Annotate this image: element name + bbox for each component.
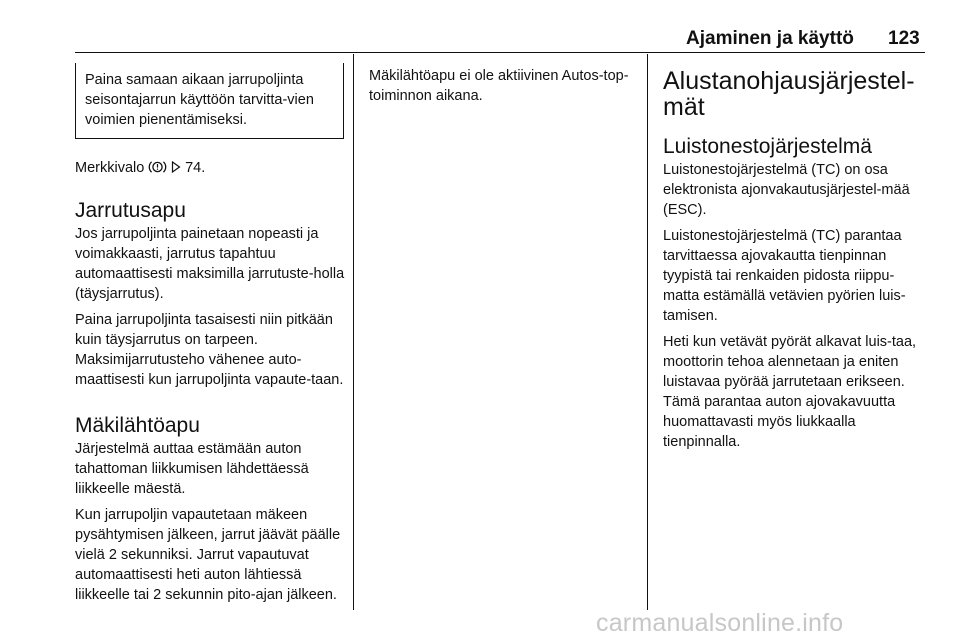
indicator-page-ref: 74. bbox=[185, 160, 206, 176]
paragraph: Järjestelmä auttaa estämään auton tahattoman liikkumisen lähdettäessä liikkeelle mäestä. bbox=[75, 441, 309, 497]
section-heading-makilahtoapu: Mäkilähtöapu bbox=[75, 414, 200, 437]
column-divider-right bbox=[647, 54, 648, 610]
main-heading: Alustanohjausjärjestel-mät bbox=[663, 67, 915, 121]
column-right bbox=[663, 54, 928, 452]
brake-assist-warning-icon bbox=[148, 159, 171, 175]
paragraph: Jos jarrupoljinta painetaan nopeasti ja voimakkaasti, jarrutus tapahtuu automaattisesti maksimilla jarrutuste-holla (täysjarrutus). bbox=[75, 226, 345, 302]
section-heading-jarrutusapu: Jarrutusapu bbox=[75, 199, 186, 222]
indicator-reference bbox=[75, 157, 345, 178]
notice-text: Paina samaan aikaan jarrupoljinta seisontajarrun käyttöön tarvitta-vien voimien pienentämiseksi. bbox=[85, 72, 314, 128]
paragraph: Mäkilähtöapu ei ole aktiivinen Autos-top-toiminnon aikana. bbox=[369, 68, 629, 104]
paragraph: Luistonestojärjestelmä (TC) parantaa tarvittaessa ajovakautta tienpinnan tyypistä tai renkaiden pidosta riippu-matta estämällä vetävien pyörien luis-tamisen. bbox=[663, 228, 906, 324]
page-header-title: Ajaminen ja käyttö bbox=[686, 28, 854, 49]
paragraph: Luistonestojärjestelmä (TC) on osa elektronista ajonvakautusjärjestel-mää (ESC). bbox=[663, 162, 910, 218]
header-rule bbox=[75, 52, 925, 53]
column-divider-left bbox=[353, 54, 354, 610]
paragraph: Paina jarrupoljinta tasaisesti niin pitkään kuin täysjarrutus on tarpeen. Maksimijarrutusteho vähenee auto-maattisesti kun jarrupoljinta vapaute-taan. bbox=[75, 312, 344, 388]
paragraph: Heti kun vetävät pyörät alkavat luis-taa, moottorin tehoa alennetaan ja eniten luistavaa pyörää jarrutetaan erikseen. Tämä parantaa auton ajovakavuutta huomattavasti myös liukkaalla tienpinnalla. bbox=[663, 334, 917, 450]
indicator-label: Merkkivalo bbox=[75, 160, 145, 176]
watermark-text: carmanualsonline.info bbox=[596, 609, 844, 637]
page-number: 123 bbox=[888, 28, 920, 49]
page-reference-triangle-icon bbox=[171, 159, 185, 175]
paragraph: Kun jarrupoljin vapautetaan mäkeen pysähtymisen jälkeen, jarrut jäävät päälle vielä 2 sekunniksi. Jarrut vapautuvat automaattisesti heti auton lähtiessä liikkeelle tai 2 sekunnin pito-ajan jälkeen. bbox=[75, 507, 341, 603]
column-left bbox=[75, 54, 345, 605]
sub-heading: Luistonestojärjestelmä bbox=[663, 135, 872, 158]
notice-box bbox=[75, 63, 344, 139]
column-middle bbox=[369, 54, 637, 106]
